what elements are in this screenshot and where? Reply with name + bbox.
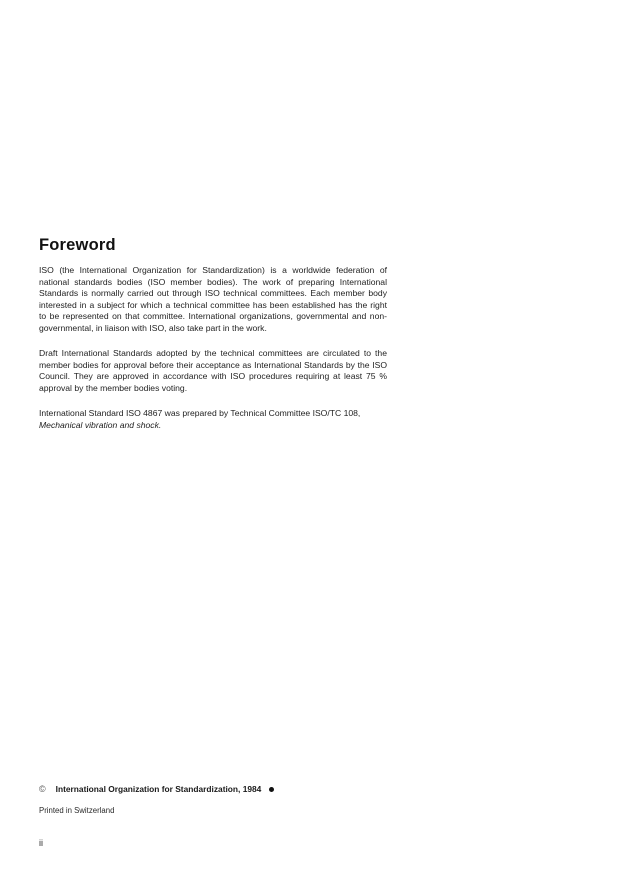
printed-location: Printed in Switzerland xyxy=(39,806,115,815)
copyright-line xyxy=(39,784,274,794)
paragraph-3-text: International Standard ISO 4867 was prepared by Technical Committee ISO/TC 108, xyxy=(39,408,361,418)
page-number: ii xyxy=(39,838,43,848)
foreword-heading: Foreword xyxy=(39,236,116,254)
committee-title: Mechanical vibration and shock. xyxy=(39,419,162,430)
foreword-paragraph-3 xyxy=(39,408,387,431)
bullet-icon xyxy=(269,787,274,792)
foreword-paragraph-1: ISO (the International Organization for Standardization) is a worldwide federation of national standards bodies (ISO member bodies). The work of preparing International Standards is normally carried out through ISO technical committees. Each member body interested in a subject for which a technical committee has been established has the right to be represented on that committee. International organizations, governmental and non-governmental, in liaison with ISO, also take part in the work. xyxy=(39,265,387,333)
foreword-paragraph-2: Draft International Standards adopted by the technical committees are circulated to the member bodies for approval before their acceptance as International Standards by the ISO Council. They are approved in accordance with ISO procedures requiring at least 75 % approval by the member bodies voting. xyxy=(39,348,387,393)
copyright-icon: © xyxy=(39,784,46,794)
copyright-text: International Organization for Standardization, 1984 xyxy=(55,784,262,794)
